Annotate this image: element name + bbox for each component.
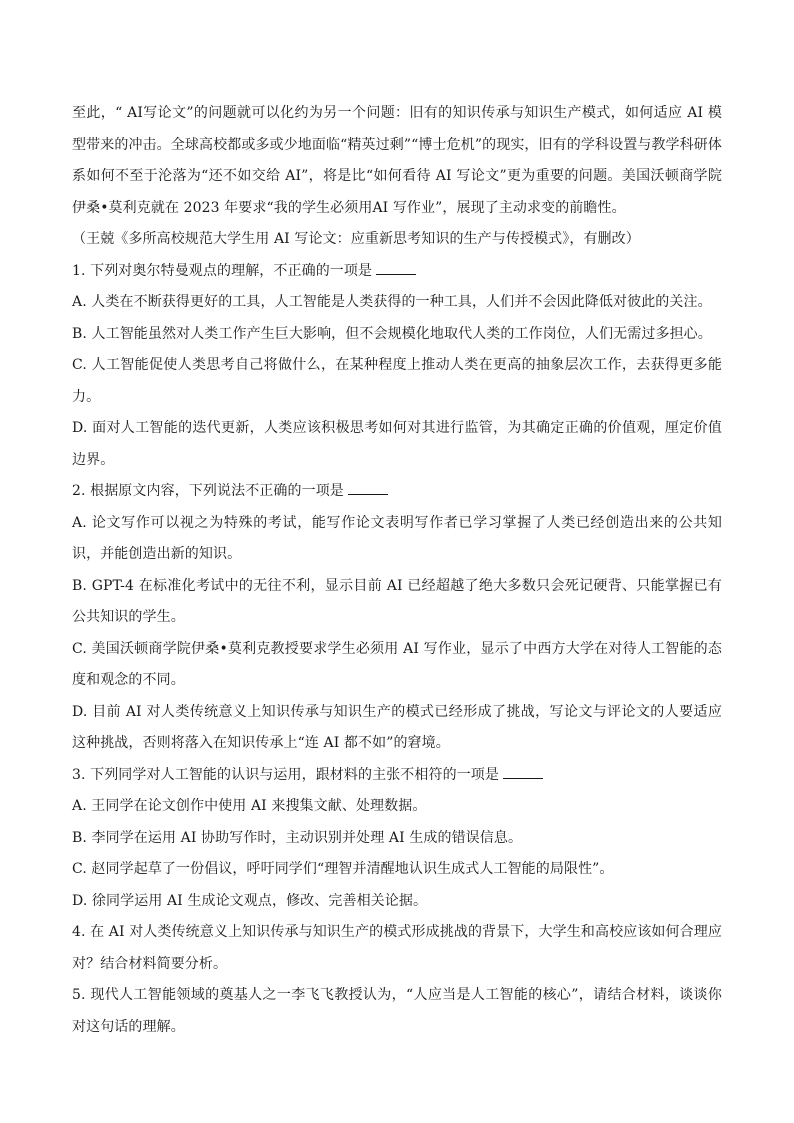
question-3-option-b: B. 李同学在运用 AI 协助写作时，主动识别并处理 AI 生成的错误信息。 [72, 829, 523, 846]
question-1-stem: 1. 下列对奥尔特曼观点的理解，不正确的一项是 [72, 256, 722, 288]
question-3-stem: 3. 下列同学对人工智能的认识与运用，跟材料的主张不相符的一项是 [72, 760, 722, 792]
question-4-stem: 4. 在 AI 对人类传统意义上知识传承与知识生产的模式形成挑战的背景下，大学生和高校应该如何合理应对？结合材料简要分析。 [72, 924, 722, 972]
question-1-option-c: C. 人工智能促使人类思考自己将做什么，在某种程度上推动人类在更高的抽象层次工作，去获得更多能力。 [72, 357, 722, 405]
question-2-option-b: B. GPT-4 在标准化考试中的无往不利，显示目前 AI 已经超越了绝大多数只会死记硬背、只能掌握已有公共知识的学生。 [72, 577, 722, 625]
answer-blank [348, 482, 388, 495]
question-2-stem: 2. 根据原文内容，下列说法不正确的一项是 [72, 476, 722, 508]
question-1-option-a: A. 人类在不断获得更好的工具，人工智能是人类获得的一种工具，人们并不会因此降低对彼此的关注。 [72, 294, 712, 310]
source-citation: （王兢《多所高校规范大学生用 AI 写论文：应重新思考知识的生产与传授模式》，有删改） [72, 231, 640, 247]
question-2-option-c: C. 美国沃顿商学院伊桑•莫利克教授要求学生必须用 AI 写作业，显示了中西方大学在对待人工智能的态度和观念的不同。 [72, 640, 722, 688]
answer-blank [376, 262, 416, 275]
passage-paragraph: 至此，“ AI写论文”的问题就可以化约为另一个问题：旧有的知识传承与知识生产模式，如何适应 AI 模型带来的冲击。全球高校都或多或少地面临“精英过剩”“博士危机”的现实，旧有的学科设置与教学科研体系如何不至于沦落为“还不如交给 AI”，将是比“如何看待 AI 写论文”更为重要的问题。美国沃顿商学院伊桑•莫利克就在 2023 年要求“我的学生必须用AI 写作业”，展现了主动求变的前瞻性。 [72, 105, 722, 216]
question-3-option-d: D. 徐同学运用 AI 生成论文观点，修改、完善相关论据。 [72, 892, 428, 909]
answer-blank [503, 766, 543, 779]
question-2-option-d: D. 目前 AI 对人类传统意义上知识传承与知识生产的模式已经形成了挑战，写论文与评论文的人要适应这种挑战，否则将落入在知识传承上“连 AI 都不如”的窘境。 [72, 703, 722, 751]
question-2-option-a: A. 论文写作可以视之为特殊的考试，能写作论文表明写作者已学习掌握了人类已经创造出来的公共知识，并能创造出新的知识。 [72, 514, 722, 562]
document-page [72, 98, 722, 1043]
question-5-stem: 5. 现代人工智能领域的奠基人之一李飞飞教授认为，“人应当是人工智能的核心”，请结合材料，谈谈你对这句话的理解。 [72, 987, 722, 1035]
question-3-option-a: A. 王同学在论文创作中使用 AI 来搜集文献、处理数据。 [72, 798, 427, 814]
question-1-option-d: D. 面对人工智能的迭代更新，人类应该积极思考如何对其进行监管，为其确定正确的价值观，厘定价值边界。 [72, 420, 722, 468]
question-1-option-b: B. 人工智能虽然对人类工作产生巨大影响，但不会规模化地取代人类的工作岗位，人们无需过多担心。 [72, 325, 712, 342]
question-3-option-c: C. 赵同学起草了一份倡议，呼吁同学们“理智并清醒地认识生成式人工智能的局限性”。 [72, 861, 614, 877]
